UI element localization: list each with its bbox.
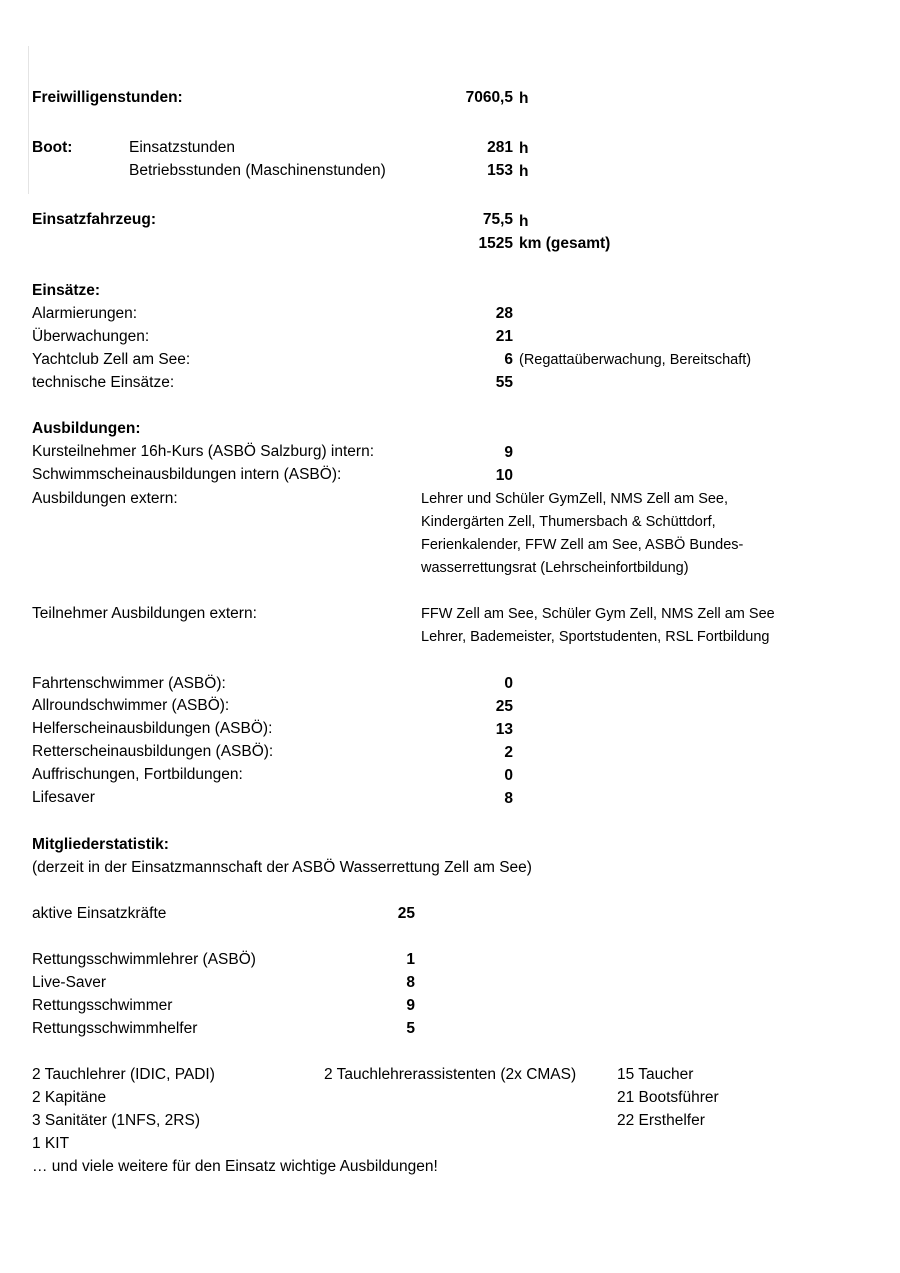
schein-value: 8 [504,790,513,807]
einsatz-label: technische Einsätze: [32,374,175,391]
boot-row-value: 153 [487,162,513,179]
ausbildung-value: 9 [504,444,513,461]
einsatz-note: (Regattaüberwachung, Bereitschaft) [519,352,752,368]
boot-row-unit: h [519,163,529,180]
schein-value: 13 [495,721,513,738]
schein-label: Lifesaver [32,789,95,806]
schein-value: 25 [495,698,513,715]
einsaetze-heading: Einsätze: [32,282,101,299]
qualifikation-item: 2 Kapitäne [32,1089,107,1106]
qualifikation-item: 2 Tauchlehrerassistenten (2x CMAS) [324,1066,577,1083]
einsatz-label: Alarmierungen: [32,305,138,322]
extern-line: Ferienkalender, FFW Zell am See, ASBÖ Bundes- [421,537,744,553]
mitglied-label: Rettungsschwimmlehrer (ASBÖ) [32,951,256,968]
qualifikation-item: 15 Taucher [617,1066,694,1083]
schein-label: Auffrischungen, Fortbildungen: [32,766,243,783]
einsatz-value: 55 [495,374,513,391]
mitglied-label: Rettungsschwimmhelfer [32,1020,198,1037]
einsatz-label: Überwachungen: [32,328,150,345]
footer-note: … und viele weitere für den Einsatz wichtige Ausbildungen! [32,1158,438,1175]
boot-row-unit: h [519,140,529,157]
boot-row-value: 281 [487,139,513,156]
teilnehmer-extern-label: Teilnehmer Ausbildungen extern: [32,605,257,622]
schein-label: Helferscheinausbildungen (ASBÖ): [32,720,273,737]
freiwilligen-unit: h [519,90,529,107]
fahrzeug-value: 1525 [478,235,513,252]
teilnehmer-extern-line: Lehrer, Bademeister, Sportstudenten, RSL Fortbildung [421,629,770,645]
extern-label: Ausbildungen extern: [32,490,178,507]
qualifikation-item: 22 Ersthelfer [617,1112,705,1129]
fahrzeug-unit: km (gesamt) [519,235,611,252]
aktive-label: aktive Einsatzkräfte [32,905,167,922]
extern-line: Kindergärten Zell, Thumersbach & Schüttdorf, [421,514,716,530]
schein-value: 2 [504,744,513,761]
qualifikation-item: 3 Sanitäter (1NFS, 2RS) [32,1112,200,1129]
boot-label: Boot: [32,139,73,156]
mitglieder-heading: Mitgliederstatistik: [32,836,169,853]
freiwilligen-label: Freiwilligenstunden: [32,89,183,106]
schein-value: 0 [504,675,513,692]
einsatz-value: 6 [504,351,513,368]
mitglied-label: Rettungsschwimmer [32,997,173,1014]
aktive-value: 25 [397,905,415,922]
extern-line: Lehrer und Schüler GymZell, NMS Zell am See, [421,491,729,507]
ausbildung-label: Kursteilnehmer 16h-Kurs (ASBÖ Salzburg) intern: [32,443,375,460]
margin-line [28,46,29,194]
ausbildung-label: Schwimmscheinausbildungen intern (ASBÖ): [32,466,342,483]
einsatz-value: 21 [495,328,513,345]
schein-label: Retterscheinausbildungen (ASBÖ): [32,743,274,760]
mitglieder-subtitle: (derzeit in der Einsatzmannschaft der ASBÖ Wasserrettung Zell am See) [32,859,532,876]
einsatz-label: Yachtclub Zell am See: [32,351,191,368]
mitglied-value: 5 [406,1020,415,1037]
teilnehmer-extern-line: FFW Zell am See, Schüler Gym Zell, NMS Zell am See [421,606,775,622]
fahrzeug-label: Einsatzfahrzeug: [32,211,157,228]
qualifikation-item: 2 Tauchlehrer (IDIC, PADI) [32,1066,215,1083]
fahrzeug-unit: h [519,213,529,230]
einsatz-value: 28 [495,305,513,322]
mitglied-value: 9 [406,997,415,1014]
mitglied-label: Live-Saver [32,974,107,991]
ausbildungen-heading: Ausbildungen: [32,420,141,437]
qualifikation-item: 1 KIT [32,1135,70,1152]
freiwilligen-value: 7060,5 [465,89,513,106]
qualifikation-item: 21 Bootsführer [617,1089,719,1106]
schein-label: Fahrtenschwimmer (ASBÖ): [32,675,226,692]
schein-label: Allroundschwimmer (ASBÖ): [32,697,230,714]
boot-row-label: Betriebsstunden (Maschinenstunden) [129,162,386,179]
mitglied-value: 1 [406,951,415,968]
ausbildung-value: 10 [495,467,513,484]
fahrzeug-value: 75,5 [482,211,513,228]
mitglied-value: 8 [406,974,415,991]
schein-value: 0 [504,767,513,784]
extern-line: wasserrettungsrat (Lehrscheinfortbildung) [421,560,689,576]
boot-row-label: Einsatzstunden [129,139,235,156]
